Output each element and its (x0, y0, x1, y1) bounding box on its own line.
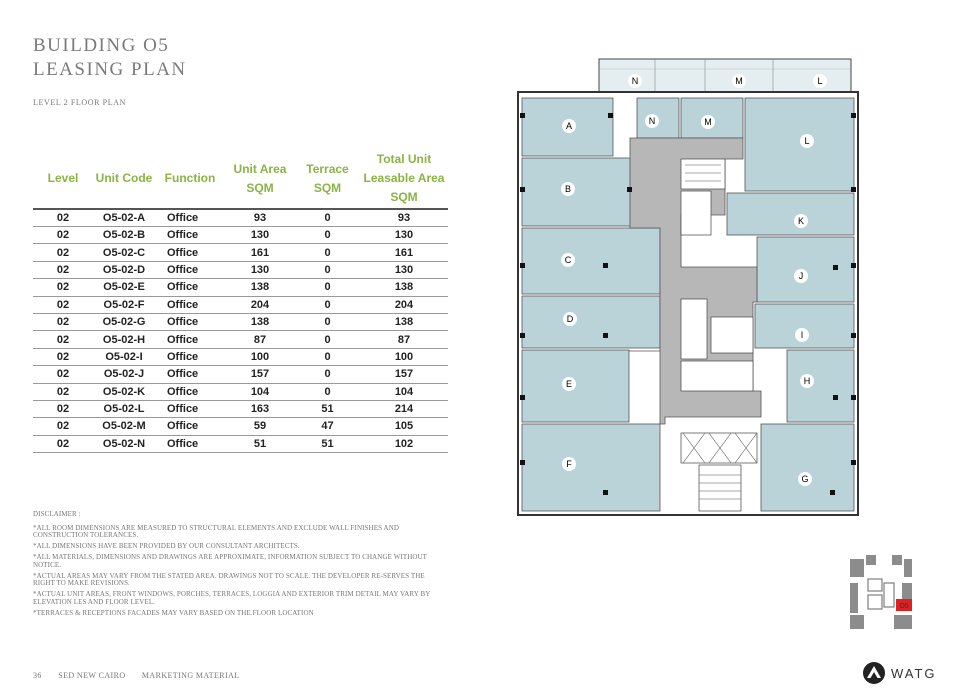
floor-plan-subtitle: LEVEL 2 FLOOR PLAN (33, 98, 126, 107)
cell-level: 02 (33, 383, 93, 400)
cell-level: 02 (33, 296, 93, 313)
table-row (33, 383, 448, 400)
label-f (562, 457, 576, 471)
col-header-total-area: Total Unit Leasable Area SQM (360, 150, 448, 209)
disclaimer-item: *ALL ROOM DIMENSIONS ARE MEASURED TO STRUCTURAL ELEMENTS AND EXCLUDE WALL FINISHES AND CONSTRUCTION TOLERANCES. (33, 523, 399, 540)
brand-name: WATG (891, 666, 937, 681)
footer (33, 671, 254, 680)
title-line-2: LEASING PLAN (33, 59, 187, 80)
table-row (33, 209, 448, 227)
key-plan-outlines (868, 579, 894, 609)
cell-unit-code: O5-02-I (93, 348, 155, 365)
table-row (33, 279, 448, 296)
table-row (33, 435, 448, 452)
cell-unit-code: O5-02-G (93, 313, 155, 330)
cell-total-area: 214 (360, 400, 448, 417)
cell-unit-code: O5-02-B (93, 227, 155, 244)
terrace-label-n-text: N (631, 76, 639, 86)
cell-function: Office (155, 418, 225, 435)
key-plan (846, 553, 914, 631)
key-plan-blocks (850, 555, 912, 629)
unit-label-e: E (565, 379, 573, 389)
cell-terrace: 0 (295, 331, 360, 348)
watg-logo-icon (862, 661, 886, 685)
cell-total-area: 157 (360, 366, 448, 383)
unit-label-m: M (704, 117, 712, 127)
table-body (33, 209, 448, 453)
unit-f[interactable] (522, 424, 660, 511)
cell-level: 02 (33, 313, 93, 330)
cell-total-area: 204 (360, 296, 448, 313)
unit-label-a: A (565, 121, 573, 131)
table-row (33, 366, 448, 383)
disclaimer-item: *TERRACES & RECEPTIONS FACADES MAY VARY BASED ON THE.FLOOR LOCATION (33, 608, 314, 617)
cell-function: Office (155, 261, 225, 278)
label-n (645, 114, 659, 128)
cell-level: 02 (33, 348, 93, 365)
terrace-label-l (813, 74, 827, 88)
terrace-label-m-text: M (735, 76, 743, 86)
cell-total-area: 87 (360, 331, 448, 348)
cell-function: Office (155, 435, 225, 452)
label-i (795, 328, 809, 342)
unit-b[interactable] (522, 158, 632, 226)
cell-level: 02 (33, 209, 93, 227)
label-m (701, 115, 715, 129)
cell-unit-area: 100 (225, 348, 295, 365)
disclaimer-item: *ALL DIMENSIONS HAVE BEEN PROVIDED BY OUR CONSULTANT ARCHITECTS. (33, 542, 300, 551)
page-number: 36 (33, 671, 42, 680)
disclaimer-item: *ACTUAL AREAS MAY VARY FROM THE STATED AREA. DRAWINGS NOT TO SCALE. THE DEVELOPER RE-SERVES THE RIGHT TO MAKE REVISIONS. (33, 571, 425, 588)
cell-level: 02 (33, 227, 93, 244)
unit-label-l: L (804, 136, 810, 146)
cell-total-area: 138 (360, 313, 448, 330)
cell-function: Office (155, 296, 225, 313)
label-e (562, 377, 576, 391)
cell-unit-area: 51 (225, 435, 295, 452)
cell-total-area: 130 (360, 261, 448, 278)
unit-label-j: J (798, 271, 804, 281)
cell-total-area: 100 (360, 348, 448, 365)
cell-unit-code: O5-02-L (93, 400, 155, 417)
unit-g[interactable] (761, 424, 854, 511)
cell-terrace: 0 (295, 261, 360, 278)
table-row (33, 313, 448, 330)
cell-total-area: 161 (360, 244, 448, 261)
cell-level: 02 (33, 435, 93, 452)
cell-total-area: 104 (360, 383, 448, 400)
terrace-label-n (628, 74, 642, 88)
unit-label-f: F (566, 459, 572, 469)
cell-unit-code: O5-02-H (93, 331, 155, 348)
unit-c[interactable] (522, 228, 660, 294)
cell-unit-area: 104 (225, 383, 295, 400)
table-row (33, 244, 448, 261)
label-l (800, 134, 814, 148)
cell-terrace: 0 (295, 244, 360, 261)
unit-label-g: G (801, 474, 809, 484)
unit-label-h: H (803, 376, 811, 386)
cell-function: Office (155, 227, 225, 244)
cell-function: Office (155, 279, 225, 296)
title-line-1: BUILDING O5 (33, 35, 170, 56)
cell-terrace: 0 (295, 366, 360, 383)
cell-terrace: 0 (295, 227, 360, 244)
disclaimer (33, 511, 443, 621)
cell-unit-area: 59 (225, 418, 295, 435)
table-row (33, 296, 448, 313)
page-title (33, 34, 187, 82)
cell-terrace: 51 (295, 400, 360, 417)
cell-terrace: 51 (295, 435, 360, 452)
section-name: MARKETING MATERIAL (141, 671, 240, 680)
cell-level: 02 (33, 418, 93, 435)
cell-level: 02 (33, 279, 93, 296)
cell-total-area: 138 (360, 279, 448, 296)
table-row (33, 227, 448, 244)
terrace-label-m (732, 74, 746, 88)
cell-unit-area: 130 (225, 227, 295, 244)
cell-terrace: 0 (295, 296, 360, 313)
key-plan-label: O5 (899, 603, 909, 610)
cell-unit-area: 130 (225, 261, 295, 278)
label-k (794, 214, 808, 228)
cell-function: Office (155, 366, 225, 383)
cell-function: Office (155, 209, 225, 227)
cell-total-area: 93 (360, 209, 448, 227)
label-c (561, 253, 575, 267)
cell-unit-area: 157 (225, 366, 295, 383)
cell-level: 02 (33, 244, 93, 261)
col-header-function: Function (155, 150, 225, 209)
cell-total-area: 105 (360, 418, 448, 435)
cell-function: Office (155, 244, 225, 261)
table-header-row (33, 150, 448, 209)
cell-level: 02 (33, 261, 93, 278)
cell-terrace: 0 (295, 348, 360, 365)
table-row (33, 331, 448, 348)
cell-function: Office (155, 400, 225, 417)
project-name: SED NEW CAIRO (58, 671, 126, 680)
unit-l[interactable] (745, 98, 854, 191)
cell-terrace: 0 (295, 279, 360, 296)
cell-unit-area: 161 (225, 244, 295, 261)
leasing-table (33, 150, 448, 453)
unit-label-d: D (566, 314, 574, 324)
disclaimer-item: *ALL MATERIALS, DIMENSIONS AND DRAWINGS ARE APPROXIMATE, INFORMATION SUBJECT TO CHANGE WITHOUT NOTICE. (33, 553, 427, 569)
table-row (33, 261, 448, 278)
cell-unit-area: 87 (225, 331, 295, 348)
label-h (800, 374, 814, 388)
table-row (33, 348, 448, 365)
cell-function: Office (155, 383, 225, 400)
cell-terrace: 47 (295, 418, 360, 435)
cell-unit-code: O5-02-M (93, 418, 155, 435)
cell-level: 02 (33, 331, 93, 348)
unit-k[interactable] (727, 193, 854, 235)
disclaimer-title: DISCLAIMER : (33, 510, 81, 518)
cell-unit-area: 204 (225, 296, 295, 313)
cell-unit-code: O5-02-D (93, 261, 155, 278)
cell-terrace: 0 (295, 383, 360, 400)
unit-j[interactable] (757, 237, 854, 302)
unit-label-c: C (564, 255, 572, 265)
cell-unit-code: O5-02-K (93, 383, 155, 400)
terrace-label-l-text: L (817, 76, 823, 86)
table-row (33, 418, 448, 435)
unit-h[interactable] (787, 350, 854, 422)
cell-unit-code: O5-02-C (93, 244, 155, 261)
cell-unit-area: 138 (225, 279, 295, 296)
cell-level: 02 (33, 366, 93, 383)
label-j (794, 269, 808, 283)
unit-label-b: B (564, 184, 572, 194)
col-header-unit-code: Unit Code (93, 150, 155, 209)
cell-unit-area: 163 (225, 400, 295, 417)
unit-label-i: I (800, 330, 804, 340)
label-g (798, 472, 812, 486)
label-b (561, 182, 575, 196)
cell-unit-area: 138 (225, 313, 295, 330)
cell-function: Office (155, 313, 225, 330)
cell-unit-code: O5-02-N (93, 435, 155, 452)
cell-total-area: 130 (360, 227, 448, 244)
cell-function: Office (155, 348, 225, 365)
cell-unit-code: O5-02-E (93, 279, 155, 296)
cell-unit-area: 93 (225, 209, 295, 227)
col-header-unit-area: Unit Area SQM (225, 150, 295, 209)
cell-level: 02 (33, 400, 93, 417)
cell-terrace: 0 (295, 313, 360, 330)
cell-total-area: 102 (360, 435, 448, 452)
unit-label-k: K (797, 216, 805, 226)
cell-terrace: 0 (295, 209, 360, 227)
table-row (33, 400, 448, 417)
unit-label-n: N (648, 116, 656, 126)
label-a (562, 119, 576, 133)
cell-unit-code: O5-02-A (93, 209, 155, 227)
cell-unit-code: O5-02-F (93, 296, 155, 313)
cell-unit-code: O5-02-J (93, 366, 155, 383)
col-header-terrace: Terrace SQM (295, 150, 360, 209)
disclaimer-item: *ACTUAL UNIT AREAS, FRONT WINDOWS, PORCHES, TERRACES, LOGGIA AND EXTERIOR TRIM DETAIL MAY VARY BY ELEVATION LES AND FLOOR LEVEL. (33, 590, 431, 606)
cell-function: Office (155, 331, 225, 348)
col-header-level: Level (33, 150, 93, 209)
unit-d[interactable] (522, 296, 660, 348)
label-d (563, 312, 577, 326)
floor-plan (515, 55, 861, 517)
